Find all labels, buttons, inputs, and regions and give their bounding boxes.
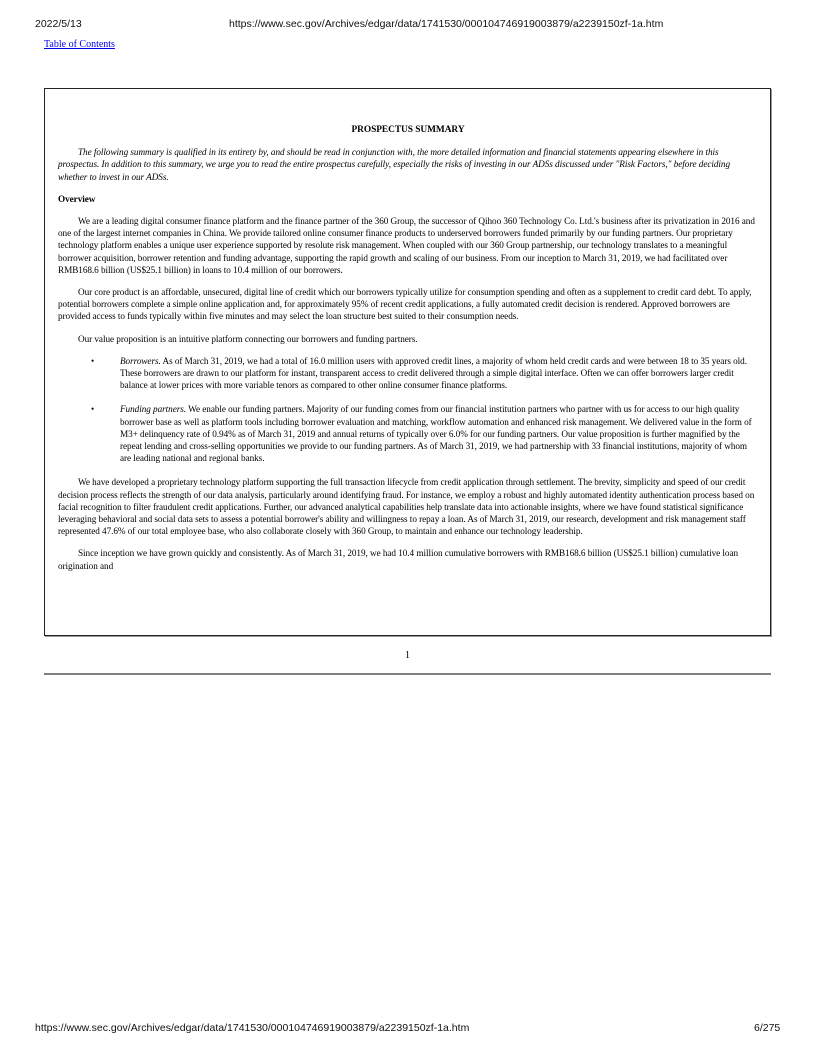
bullet-item-funding-partners <box>58 403 758 464</box>
print-page-count: 6/275 <box>754 1022 781 1034</box>
paragraph: Since inception we have grown quickly and consistently. As of March 31, 2019, we had 10.4 million cumulative borrowers with RMB168.6 billion (US$25.1 billion) cumulative loan origination and <box>58 548 739 571</box>
bullet-lead: Funding partners. <box>120 404 187 415</box>
bullet-item-borrowers <box>58 355 758 392</box>
print-url: https://www.sec.gov/Archives/edgar/data/1741530/000104746919003879/a2239150zf-1a.htm <box>229 18 664 30</box>
page-divider <box>44 673 771 675</box>
paragraph: Our value proposition is an intuitive platform connecting our borrowers and funding partners. <box>78 333 418 344</box>
bullet-lead: Borrowers. <box>120 355 161 366</box>
table-of-contents-link[interactable]: Table of Contents <box>44 39 115 50</box>
page-number: 1 <box>405 650 410 661</box>
overview-heading: Overview <box>58 193 96 204</box>
print-footer-url: https://www.sec.gov/Archives/edgar/data/1741530/000104746919003879/a2239150zf-1a.htm <box>35 1022 470 1034</box>
print-date: 2022/5/13 <box>35 18 82 30</box>
bullet-text: We enable our funding partners. Majority of our funding comes from our financial institution partners who partner with us for access to our high quality borrower base as well as platform tools including borrower evaluation and matching, workflow automation and enhanced risk management. We delivered value in the form of M3+ delinquency rate of 0.94% as of March 31, 2019 and annual returns of typically over 6.0% for our funding partners. Our value proposition is further magnified by the repeat lending and cross-selling opportunities we provide to our funding partners. As of March 31, 2019, we had partnership with 33 financial institutions, majority of whom are leading national and regional banks. <box>120 404 752 464</box>
paragraph: We are a leading digital consumer finance platform and the finance partner of the 360 Group, the successor of Qihoo 360 Technology Co. Ltd.'s business after its privatization in 2016 and one of the largest internet companies in China. We provide tailored online consumer finance products to underserved borrowers funded primarily by our funding partners. Our proprietary technology platform enables a unique user experience supported by resolute risk management. When coupled with our 360 Group partnership, our technology translates to a meaningful borrower acquisition, borrower retention and funding advantage, supporting the rapid growth and scaling of our business. From our inception to March 31, 2019, we had facilitated over RMB168.6 billion (US$25.1 billion) in loans to 10.4 million of our borrowers. <box>58 216 755 275</box>
intro-paragraph: The following summary is qualified in its entirety by, and should be read in conjunction with, the more detailed information and financial statements appearing elsewhere in this prospectus. In addition to this summary, we urge you to read the entire prospectus carefully, especially the risks of investing in our ADSs discussed under "Risk Factors," before deciding whether to invest in our ADSs. <box>58 147 731 182</box>
bullet-icon: • <box>91 355 95 366</box>
document-content <box>58 124 758 582</box>
section-title: PROSPECTUS SUMMARY <box>351 125 465 135</box>
paragraph: We have developed a proprietary technology platform supporting the full transaction lifecycle from credit application through settlement. The brevity, simplicity and speed of our credit decision process reflects the strength of our data analysis, particularly around identifying fraud. For instance, we employ a robust and highly automated identity authentication process based on facial recognition to filter fraudulent credit applications. Further, our advanced analytical capabilities help translate data into actionable insights, where we have found statistical significance leveraging behavioral and social data sets to assess a potential borrower's ability and willingness to repay a loan. As of March 31, 2019, our research, development and risk management staff represented 47.6% of our total employee base, who also collaborate closely with 360 Group, to maintain and enhance our technology leadership. <box>58 477 755 537</box>
paragraph: Our core product is an affordable, unsecured, digital line of credit which our borrowers typically utilize for consumption spending and often as a supplement to credit card debt. To apply, potential borrowers complete a simple online application and, for approximately 95% of recent credit applications, a fully automated credit decision is rendered. Approved borrowers are provided access to funds typically within five minutes and may select the loan structure best suited to their consumption needs. <box>58 287 752 322</box>
bullet-text: As of March 31, 2019, we had a total of 16.0 million users with approved credit lines, a majority of whom held credit cards and were between 18 to 35 years old. These borrowers are drawn to our platform for instant, transparent access to credit delivered through a simple digital interface. Often we can offer borrowers larger credit balance at lower prices with more variable tenors as compared to other online consumer finance platforms. <box>120 355 747 391</box>
prospectus-summary-box <box>44 88 771 636</box>
bullet-icon: • <box>91 404 95 415</box>
